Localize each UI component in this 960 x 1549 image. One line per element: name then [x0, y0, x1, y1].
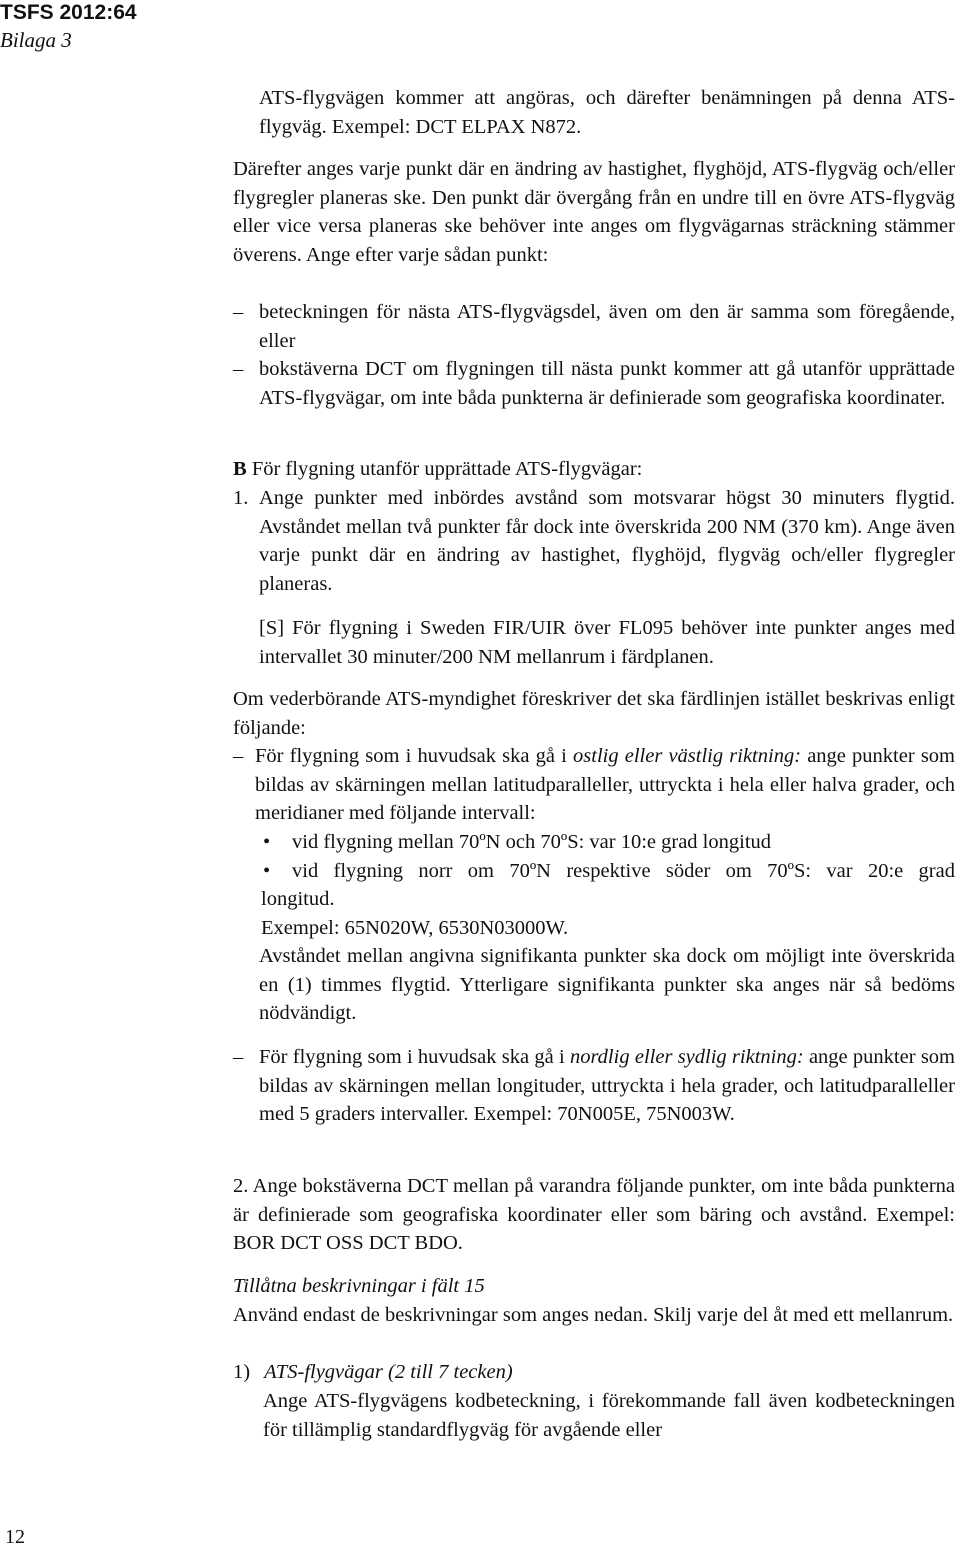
numbered-item-2: 2. Ange bokstäverna DCT mellan på varandra följande punkter, om inte båda punkterna är definierade som geografiska koordinater eller som bäring och avstånd. Exempel: BOR DCT OSS DCT BDO. [233, 1175, 955, 1255]
appendix-label: Bilaga 3 [0, 28, 72, 52]
bullet-icon: • [263, 860, 271, 882]
dash-marker: – [233, 745, 244, 767]
numbered-item-1 [233, 484, 955, 598]
section-b-heading [233, 455, 955, 484]
paragraph-darefter: Därefter anges varje punkt där en ändring av hastighet, flyghöjd, ATS-flygväg och/eller flygregler planeras ske. Den punkt där övergång från en undre till en övre ATS-flygväg eller vice versa planeras ske behöver inte anges om flygvägarnas sträckning stämmer överens. Ange efter varje sådan punkt: [233, 158, 955, 266]
item-ats-flygvagar [233, 1358, 955, 1387]
sweden-note-text: För flygning i Sweden FIR/UIR över FL095 behöver inte punkter anges med intervallet 30 minuter/200 NM mellanrum i färdplanen. [259, 617, 955, 668]
section-b-text: För flygning utanför upprättade ATS-flygvägar: [246, 458, 643, 480]
item-number: 1. [233, 487, 249, 509]
list-item-east-west [233, 742, 955, 828]
section-letter: B [233, 458, 247, 480]
item-heading: ATS-flygvägar (2 till 7 tecken) [264, 1361, 513, 1383]
list-item-text: För flygning som i huvudsak ska gå i nordlig eller sydlig riktning: ange punkter som bildas av skärningen mellan longituder, uttryckta i hela grader, och latitudparalleller med 5 graders intervaller. Exempel: 70N005E, 75N003W. [259, 1046, 956, 1126]
paragraph-avstandet: Avståndet mellan angivna signifikanta punkter ska dock om möjligt inte överskrida en (1) timmes flygtid. Ytterligare signifikanta punkter ska anges när så bedöms nödvändigt. [259, 945, 955, 1025]
direction-italic: nordlig eller sydlig riktning: [569, 1046, 804, 1068]
sweden-note [259, 614, 955, 671]
dash-marker: – [233, 1046, 244, 1068]
list-item-text: För flygning som i huvudsak ska gå i ostlig eller västlig riktning: ange punkter som bildas av skärningen mellan latitudparalleller, uttryckta i hela eller halva grader, och meridianer med följande intervall: [255, 745, 955, 825]
item-text: Ange punkter med inbördes avstånd som motsvarar högst 30 minuters flygtid. Avståndet mellan två punkter får dock inte överskrida 200 NM (370 km). Ange även varje punkt där en ändring av hastighet, flyghöjd, flygväg och/eller flygregler planeras. [259, 487, 955, 595]
direction-italic: ostlig eller västlig riktning: [573, 745, 802, 767]
page-number: 12 [5, 1526, 25, 1548]
sweden-tag: [S] [259, 617, 285, 639]
paragraph-om: Om vederbörande ATS-myndighet föreskriver det ska färdlinjen istället beskrivas enligt följande: [233, 688, 955, 739]
bullet-item [261, 828, 955, 857]
list-item-north-south [233, 1043, 955, 1129]
list-item [233, 355, 955, 412]
paragraph-ange-ats: Ange ATS-flygvägens kodbeteckning, i förekommande fall även kodbeteckningen för tillämplig standardflygväg för avgående eller [263, 1390, 955, 1441]
paragraph-anvand: Använd endast de beskrivningar som anges nedan. Skilj varje del åt med ett mellanrum. [233, 1304, 954, 1326]
dash-marker: – [233, 358, 244, 380]
item-number: 1) [233, 1361, 251, 1383]
paragraph-ats-continuation: ATS-flygvägen kommer att angöras, och därefter benämningen på denna ATS-flygväg. Exempel: DCT ELPAX N872. [259, 87, 955, 138]
list-item [233, 298, 955, 355]
example-east-west: Exempel: 65N020W, 6530N03000W. [261, 917, 569, 939]
bullet-item [261, 857, 955, 886]
list-item-text: bokstäverna DCT om flygningen till nästa punkt kommer att gå utanför upprättade ATS-flygvägar, om inte båda punkterna är definierade som geografiska koordinater. [259, 358, 955, 409]
longitud-continuation: longitud. [261, 888, 335, 910]
document-id: TSFS 2012:64 [0, 1, 137, 24]
dash-marker: – [233, 301, 244, 323]
bullet-icon: • [263, 831, 271, 853]
bullet-text: vid flygning mellan 70ºN och 70ºS: var 10:e grad longitud [292, 831, 772, 853]
bullet-text: vid flygning norr om 70ºN respektive söder om 70ºS: var 20:e grad [292, 860, 955, 882]
list-item-text: beteckningen för nästa ATS-flygvägsdel, även om den är samma som föregående, eller [259, 301, 955, 352]
heading-tillatna: Tillåtna beskrivningar i fält 15 [233, 1275, 485, 1297]
